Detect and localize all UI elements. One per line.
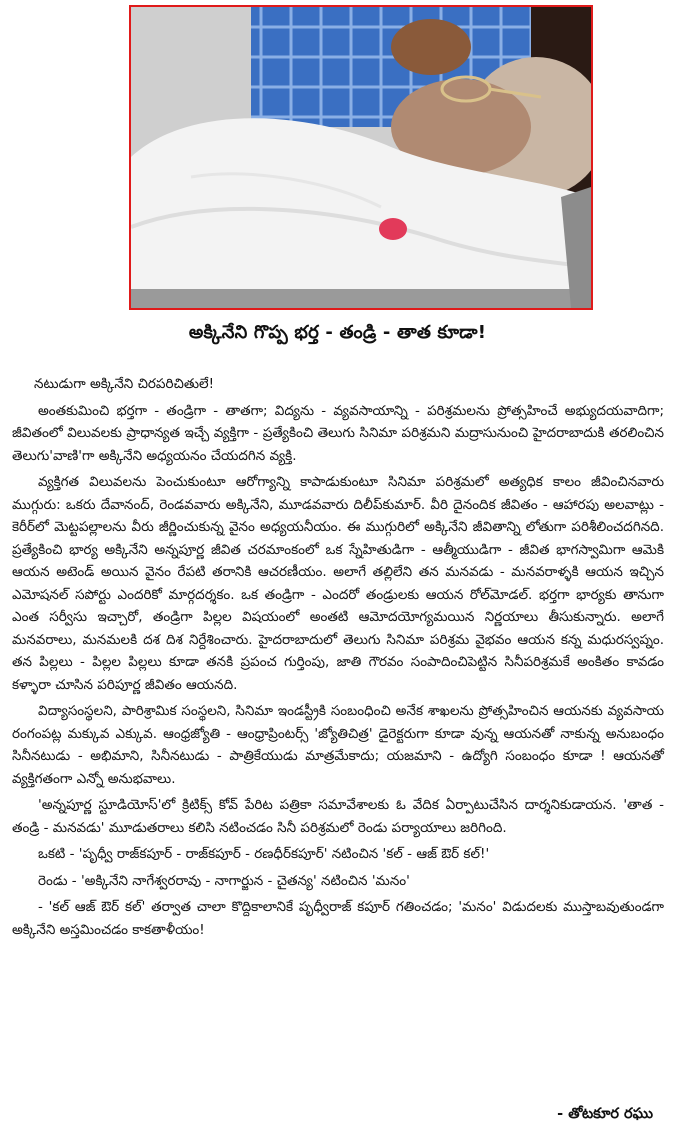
- article-paragraph: - 'కల్ ఆజ్ ఔర్ కల్' తర్వాత చాలా కొద్దికాలానికే పృధ్వీరాజ్ కపూర్ గతించడం; 'మనం' విడుదలకు ముస్తాబవుతుండగా అక్కినేని అస్తమించడం కాకతాళీయం!: [12, 899, 664, 938]
- article-paragraph: రెండు - 'అక్కినేని నాగేశ్వరరావు - నాగార్జున - చైతన్య' నటించిన 'మనం': [38, 872, 410, 889]
- article-paragraph: నటుడుగా అక్కినేని చిరపరిచితులే!: [34, 376, 215, 392]
- article-photo: [129, 5, 593, 310]
- article-paragraph: ఒకటి - 'పృధ్వీ రాజ్‌కపూర్ - రాజ్‌కపూర్ - రణధీర్‌కపూర్' నటించిన 'కల్ - ఆజ్ ఔర్ కల్!': [38, 846, 490, 862]
- article-body: [12, 373, 664, 945]
- author-signature: - తోటకూర రఘు: [557, 1106, 653, 1122]
- article-paragraph: 'అన్నపూర్ణ స్టూడియోస్'లో క్రిటిక్స్ కోవ్ పేరిట పత్రికా సమావేశాలకు ఓ వేదిక ఏర్పాటుచేసిన దార్శనికుడాయన. 'తాత - తండ్రి - మనవడు' మూడుతరాలు కలిసి నటించడం సినీ పరిశ్రమలో రెండు పర్యాయాలు జరిగింది.: [12, 797, 664, 836]
- article-paragraph: వ్యక్తిగత విలువలను పెంచుకుంటూ ఆరోగ్యాన్ని కాపాడుకుంటూ సినిమా పరిశ్రమలో అత్యధిక కాలం జీవించినవారు ముగ్గురు: ఒకరు దేవానంద్, రెండవవారు అక్కినేని, మూడవవారు దిలీప్‌కుమార్. వీరి దైనందిక జీవితం - ఆహారపు అలవాట్లు - కెరీర్‌లో మెట్టపల్లాలను వీరు జీర్ణించుకున్న వైనం అధ్యయనీయం. ఈ ముగ్గురిలో అక్కినేని జీవితాన్ని లోతుగా పరిశీలించదగినది. ప్రత్యేకించి భార్య అక్కినేని అన్నపూర్ణ జీవిత చరమాంకంలో ఒక స్నేహితుడిగా - ఆత్మీయుడిగా - జీవిత భాగస్వామిగా ఆమెకి ఆయన అటెండ్ అయిన వైనం రేపటి తరానికి ఆచరణీయం. అలాగే తల్లిలేని తన మనవడు - మనవరాళ్ళకి ఆయన ఇచ్చిన ఎమోషనల్ సపోర్టు ఎందరికో మార్గదర్శకం. ఒక తండ్రిగా - ఎందరో తండ్రులకు ఆయన రోల్‌మోడల్. భర్తగా భార్యకు తానుగా ఎంత సర్వీసు ఇచ్చారో, తండ్రిగా పిల్లల విషయంలో అంతటి ఆమోదయోగ్యమయిన నిర్ణయాలు తీసుకున్నారు. అలాగే మనవరాలు, మనమలకి దశ దిశ నిర్దేశించారు. హైదరాబాదులో తెలుగు సినిమా పరిశ్రమ వైభవం ఆయన కన్న మధురస్వప్నం. తన పిల్లలు - పిల్లల పిల్లలు కూడా తనకి ప్రపంచ గుర్తింపు, జాతి గౌరవం సంపాదించిపెట్టిన సినీపరిశ్రమకే అంకితం కావడం కళ్ళారా చూసిన పరిపూర్ణ జీవితం ఆయనది.: [12, 474, 664, 693]
- article-paragraph: విద్యాసంస్థలని, పారిశ్రామిక సంస్థలని, సినిమా ఇండస్ట్రీకి సంబంధించి అనేక శాఖలను ప్రోత్సహించిన ఆయనకు వ్యవసాయ రంగంపట్ల మక్కువ ఎక్కువ. ఆంధ్రజ్యోతి - ఆంధ్రాప్రింటర్స్ 'జ్యోతిచిత్ర' డైరెక్టరుగా కూడా వున్న ఆయనతో నాకున్న అనుబంధం సినీనటుడు - అభిమాని, సినీనటుడు - పాత్రికేయుడు మాత్రమేకాదు; యజమాని - ఉద్యోగి సంబంధం కూడా ! ఆయనతో వ్యక్తిగతంగా ఎన్నో అనుభవాలు.: [12, 703, 664, 787]
- article-title: అక్కినేని గొప్ప భర్త - తండ్రి - తాత కూడా!: [188, 322, 487, 343]
- article-paragraph: అంతకుమించి భర్తగా - తండ్రిగా - తాతగా; విద్యను - వ్యవసాయాన్ని - పరిశ్రమలను ప్రోత్సహించే అభ్యుదయవాదిగా; జీవితంలో విలువలకు ప్రాధాన్యత ఇచ్చే వ్యక్తిగా - ప్రత్యేకించి తెలుగు సినిమా పరిశ్రమని మద్రాసునుంచి హైదరాబాదుకి తరలించిన తెలుగు'వాణి'గా అక్కినేని అధ్యయనం చేయదగిన వ్యక్తి.: [12, 402, 664, 464]
